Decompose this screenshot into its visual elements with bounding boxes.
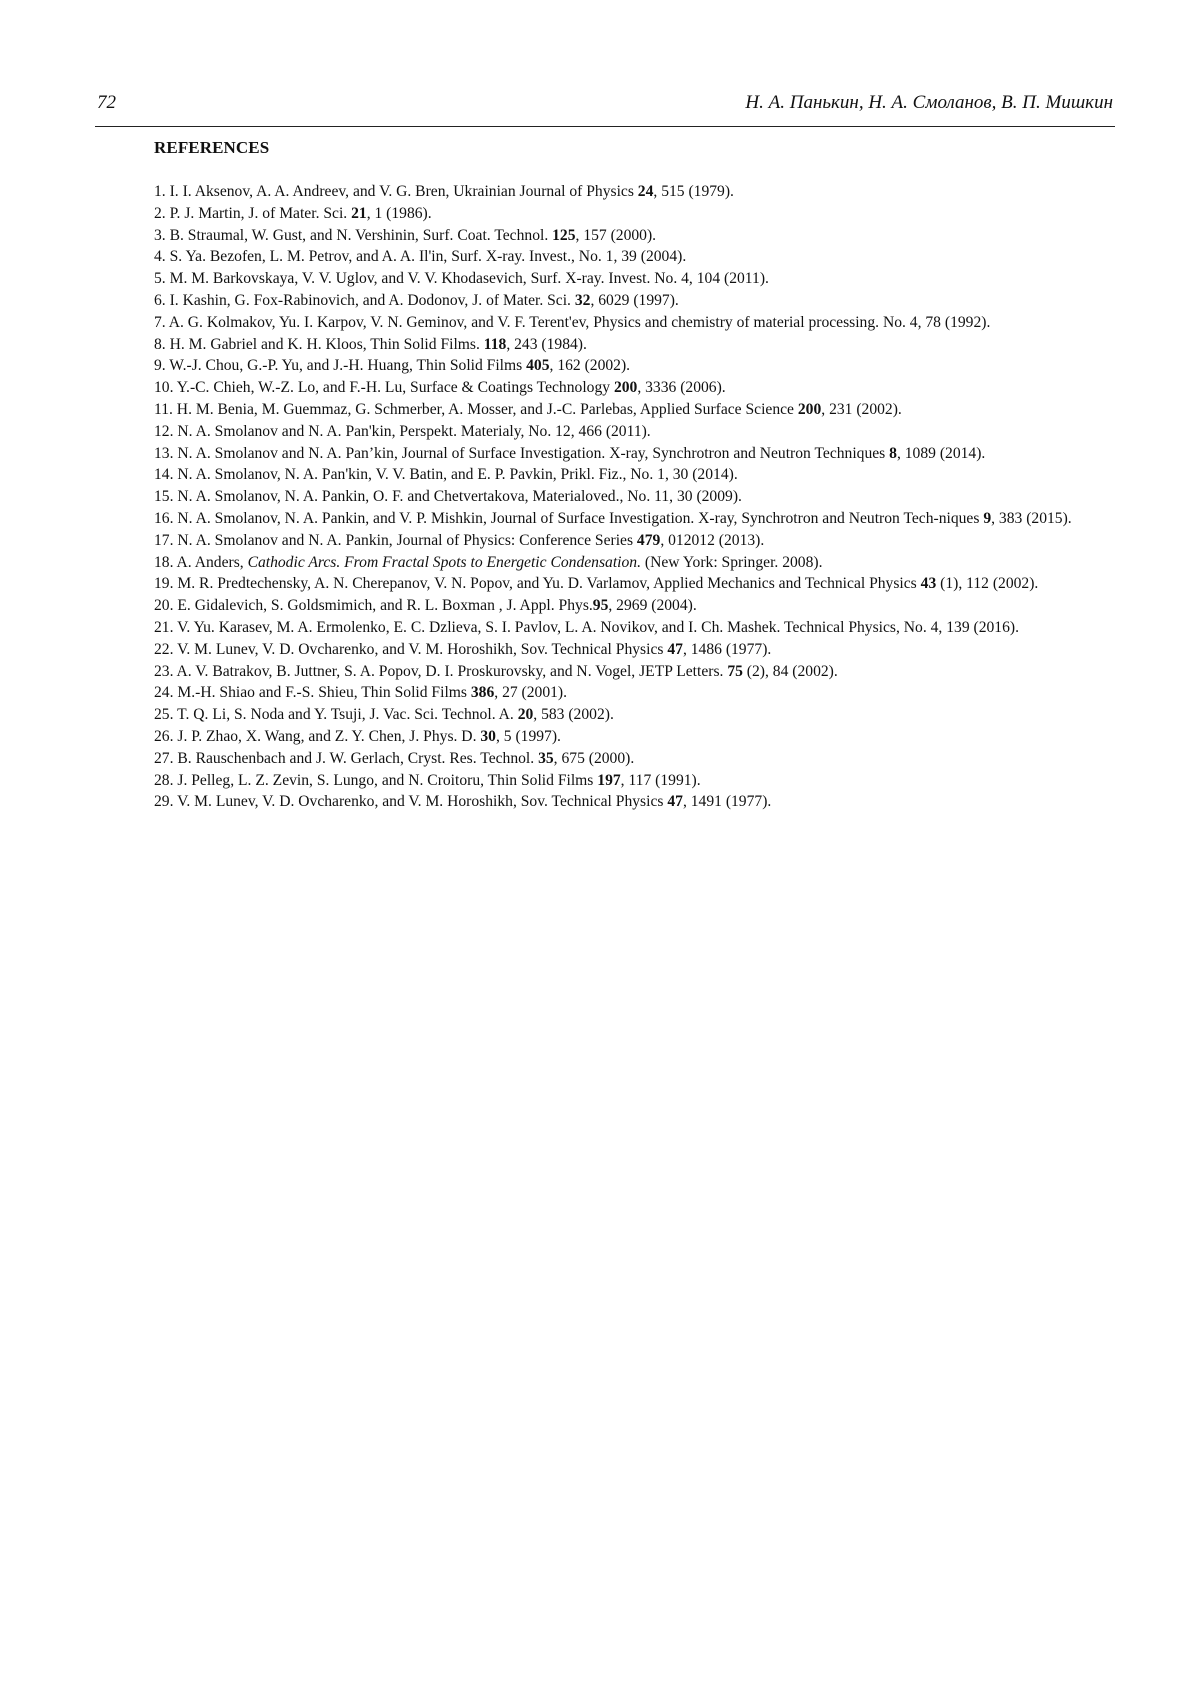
- reference-text: , 1 (1986).: [366, 204, 432, 222]
- reference-text: (2), 84 (2002).: [742, 662, 838, 680]
- reference-volume: 118: [483, 335, 507, 353]
- reference-text: 3. B. Straumal, W. Gust, and N. Vershinin, Surf. Coat. Technol.: [154, 226, 553, 244]
- reference-text: 18. A. Anders,: [154, 553, 248, 571]
- reference-text: , 2969 (2004).: [608, 597, 697, 615]
- reference-text: 17. N. A. Smolanov and N. A. Pankin, Journal of Physics: Conference Series: [154, 531, 637, 549]
- reference-text: 29. V. M. Lunev, V. D. Ovcharenko, and V. M. Horoshikh, Sov. Technical Physics: [154, 793, 668, 811]
- reference-text: 25. T. Q. Li, S. Noda and Y. Tsuji, J. Vac. Sci. Technol. A.: [154, 706, 518, 724]
- reference-item: [154, 312, 1112, 334]
- reference-item: [154, 791, 1112, 813]
- reference-text: , 117 (1991).: [620, 771, 701, 789]
- reference-text: 14. N. A. Smolanov, N. A. Pan'kin, V. V. Batin, and E. P. Pavkin, Prikl. Fiz., No. 1, 30 (2014).: [154, 466, 738, 484]
- reference-volume: 75: [727, 662, 743, 680]
- reference-text: 6. I. Kashin, G. Fox-Rabinovich, and A. Dodonov, J. of Mater. Sci.: [154, 291, 575, 309]
- reference-item: [154, 595, 1112, 617]
- reference-text: , 162 (2002).: [549, 357, 631, 375]
- reference-text: 4. S. Ya. Bezofen, L. M. Petrov, and A. A. Il'in, Surf. X-ray. Invest., No. 1, 39 (2004).: [154, 248, 687, 266]
- reference-text: 20. E. Gidalevich, S. Goldsmimich, and R. L. Boxman , J. Appl. Phys.: [154, 597, 593, 615]
- reference-text: , 515 (1979).: [653, 183, 734, 200]
- reference-text: (New York: Springer. 2008).: [640, 553, 823, 571]
- reference-volume: 8: [889, 444, 897, 462]
- running-authors: Н. А. Панькин, Н. А. Смоланов, В. П. Мишкин: [745, 92, 1113, 113]
- reference-text: , 583 (2002).: [533, 706, 614, 724]
- reference-item: [154, 748, 1112, 770]
- reference-item: [154, 661, 1112, 683]
- reference-text: (1), 112 (2002).: [936, 575, 1039, 593]
- reference-item: [154, 508, 1112, 530]
- reference-text: 10. Y.-C. Chieh, W.-Z. Lo, and F.-H. Lu, Surface & Coatings Technology: [154, 379, 614, 397]
- references-heading: REFERENCES: [154, 138, 270, 157]
- reference-volume: 95: [592, 597, 609, 615]
- reference-text: 22. V. M. Lunev, V. D. Ovcharenko, and V. M. Horoshikh, Sov. Technical Physics: [154, 640, 668, 658]
- reference-text: 9. W.-J. Chou, G.-P. Yu, and J.-H. Huang, Thin Solid Films: [154, 357, 527, 375]
- reference-book-title: Cathodic Arcs. From Fractal Spots to Energetic Condensation.: [247, 553, 641, 571]
- reference-item: [154, 181, 1112, 203]
- reference-volume: 30: [480, 727, 496, 745]
- reference-item: [154, 399, 1112, 421]
- reference-item: [154, 268, 1112, 290]
- reference-volume: 200: [797, 400, 822, 418]
- reference-text: , 1089 (2014).: [896, 444, 986, 462]
- reference-text: 24. M.-H. Shiao and F.-S. Shieu, Thin Solid Films: [154, 684, 471, 702]
- running-header: [95, 90, 1115, 127]
- reference-text: 1. I. I. Aksenov, A. A. Andreev, and V. G. Bren, Ukrainian Journal of Physics: [154, 183, 638, 200]
- reference-volume: 20: [517, 706, 534, 724]
- page-number: 72: [97, 92, 116, 113]
- reference-item: [154, 246, 1112, 268]
- reference-volume: 47: [667, 640, 683, 658]
- reference-volume: 24: [637, 183, 654, 200]
- reference-text: , 231 (2002).: [821, 400, 902, 418]
- reference-volume: 386: [470, 684, 495, 702]
- reference-volume: 479: [636, 531, 661, 549]
- reference-text: 7. A. G. Kolmakov, Yu. I. Karpov, V. N. Geminov, and V. F. Terent'ev, Physics and chemistry of material processing. No. 4, 78 (1992).: [154, 313, 991, 331]
- reference-list: [154, 181, 1112, 813]
- reference-text: , 3336 (2006).: [637, 379, 726, 397]
- reference-item: [154, 290, 1112, 312]
- reference-item: [154, 203, 1112, 225]
- reference-text: , 383 (2015).: [991, 509, 1072, 527]
- reference-volume: 43: [920, 575, 937, 593]
- reference-item: [154, 617, 1112, 639]
- reference-text: 21. V. Yu. Karasev, M. A. Ermolenko, E. C. Dzlieva, S. I. Pavlov, L. A. Novikov, and I. Ch. Mashek. Technical Physics, No. 4, 139 (2016).: [154, 618, 1019, 636]
- reference-text: 19. M. R. Predtechensky, A. N. Cherepanov, V. N. Popov, and Yu. D. Varlamov, Applied Mechanics and Technical Physics: [154, 575, 921, 593]
- reference-item: [154, 770, 1112, 792]
- reference-volume: 405: [526, 357, 550, 375]
- reference-text: 13. N. A. Smolanov and N. A. Pan’kin, Journal of Surface Investigation. X-ray, Synchrotron and Neutron Techniques: [154, 444, 890, 462]
- reference-text: 2. P. J. Martin, J. of Mater. Sci.: [154, 204, 352, 222]
- reference-item: [154, 704, 1112, 726]
- reference-text: , 1491 (1977).: [682, 793, 772, 811]
- reference-item: [154, 573, 1112, 595]
- reference-text: 15. N. A. Smolanov, N. A. Pankin, O. F. and Chetvertakova, Materialoved., No. 11, 30 (2009).: [154, 488, 742, 506]
- reference-item: [154, 639, 1112, 661]
- reference-volume: 21: [351, 204, 367, 222]
- reference-text: 16. N. A. Smolanov, N. A. Pankin, and V. P. Mishkin, Journal of Surface Investigation. X-ray, Synchrotron and Neutron Tech-niques: [154, 509, 984, 527]
- reference-volume: 35: [538, 749, 554, 767]
- reference-text: 27. B. Rauschenbach and J. W. Gerlach, Cryst. Res. Technol.: [154, 749, 539, 767]
- reference-item: [154, 225, 1112, 247]
- reference-text: , 012012 (2013).: [660, 531, 765, 549]
- reference-text: , 5 (1997).: [495, 727, 561, 745]
- reference-text: , 1486 (1977).: [682, 640, 772, 658]
- reference-volume: 197: [597, 771, 621, 789]
- reference-text: 26. J. P. Zhao, X. Wang, and Z. Y. Chen, J. Phys. D.: [154, 727, 481, 745]
- reference-item: [154, 421, 1112, 443]
- reference-volume: 9: [983, 509, 992, 527]
- reference-volume: 125: [552, 226, 576, 244]
- reference-item: [154, 355, 1112, 377]
- reference-text: , 675 (2000).: [553, 749, 635, 767]
- reference-text: 12. N. A. Smolanov and N. A. Pan'kin, Perspekt. Materialy, No. 12, 466 (2011).: [154, 422, 651, 440]
- reference-text: 28. J. Pelleg, L. Z. Zevin, S. Lungo, and N. Croitoru, Thin Solid Films: [154, 771, 598, 789]
- reference-item: [154, 530, 1112, 552]
- reference-item: [154, 334, 1112, 356]
- reference-item: [154, 443, 1112, 465]
- reference-volume: 200: [613, 379, 638, 397]
- reference-item: [154, 464, 1112, 486]
- reference-volume: 47: [667, 793, 683, 811]
- reference-text: , 27 (2001).: [494, 684, 568, 702]
- reference-item: [154, 552, 1112, 574]
- reference-item: [154, 682, 1112, 704]
- reference-item: [154, 486, 1112, 508]
- reference-text: , 6029 (1997).: [590, 291, 679, 309]
- reference-text: 5. M. M. Barkovskaya, V. V. Uglov, and V. V. Khodasevich, Surf. X-ray. Invest. No. 4, 104 (2011).: [154, 270, 769, 288]
- reference-text: , 157 (2000).: [575, 226, 657, 244]
- reference-text: 8. H. M. Gabriel and K. H. Kloos, Thin Solid Films.: [154, 335, 484, 353]
- reference-item: [154, 377, 1112, 399]
- reference-text: 11. H. M. Benia, M. Guemmaz, G. Schmerber, A. Mosser, and J.-C. Parlebas, Applied Surface Science: [154, 400, 798, 418]
- reference-text: 23. A. V. Batrakov, B. Juttner, S. A. Popov, D. I. Proskurovsky, and N. Vogel, JETP Letters.: [154, 662, 728, 680]
- reference-item: [154, 726, 1112, 748]
- reference-text: , 243 (1984).: [506, 335, 587, 353]
- reference-volume: 32: [574, 291, 591, 309]
